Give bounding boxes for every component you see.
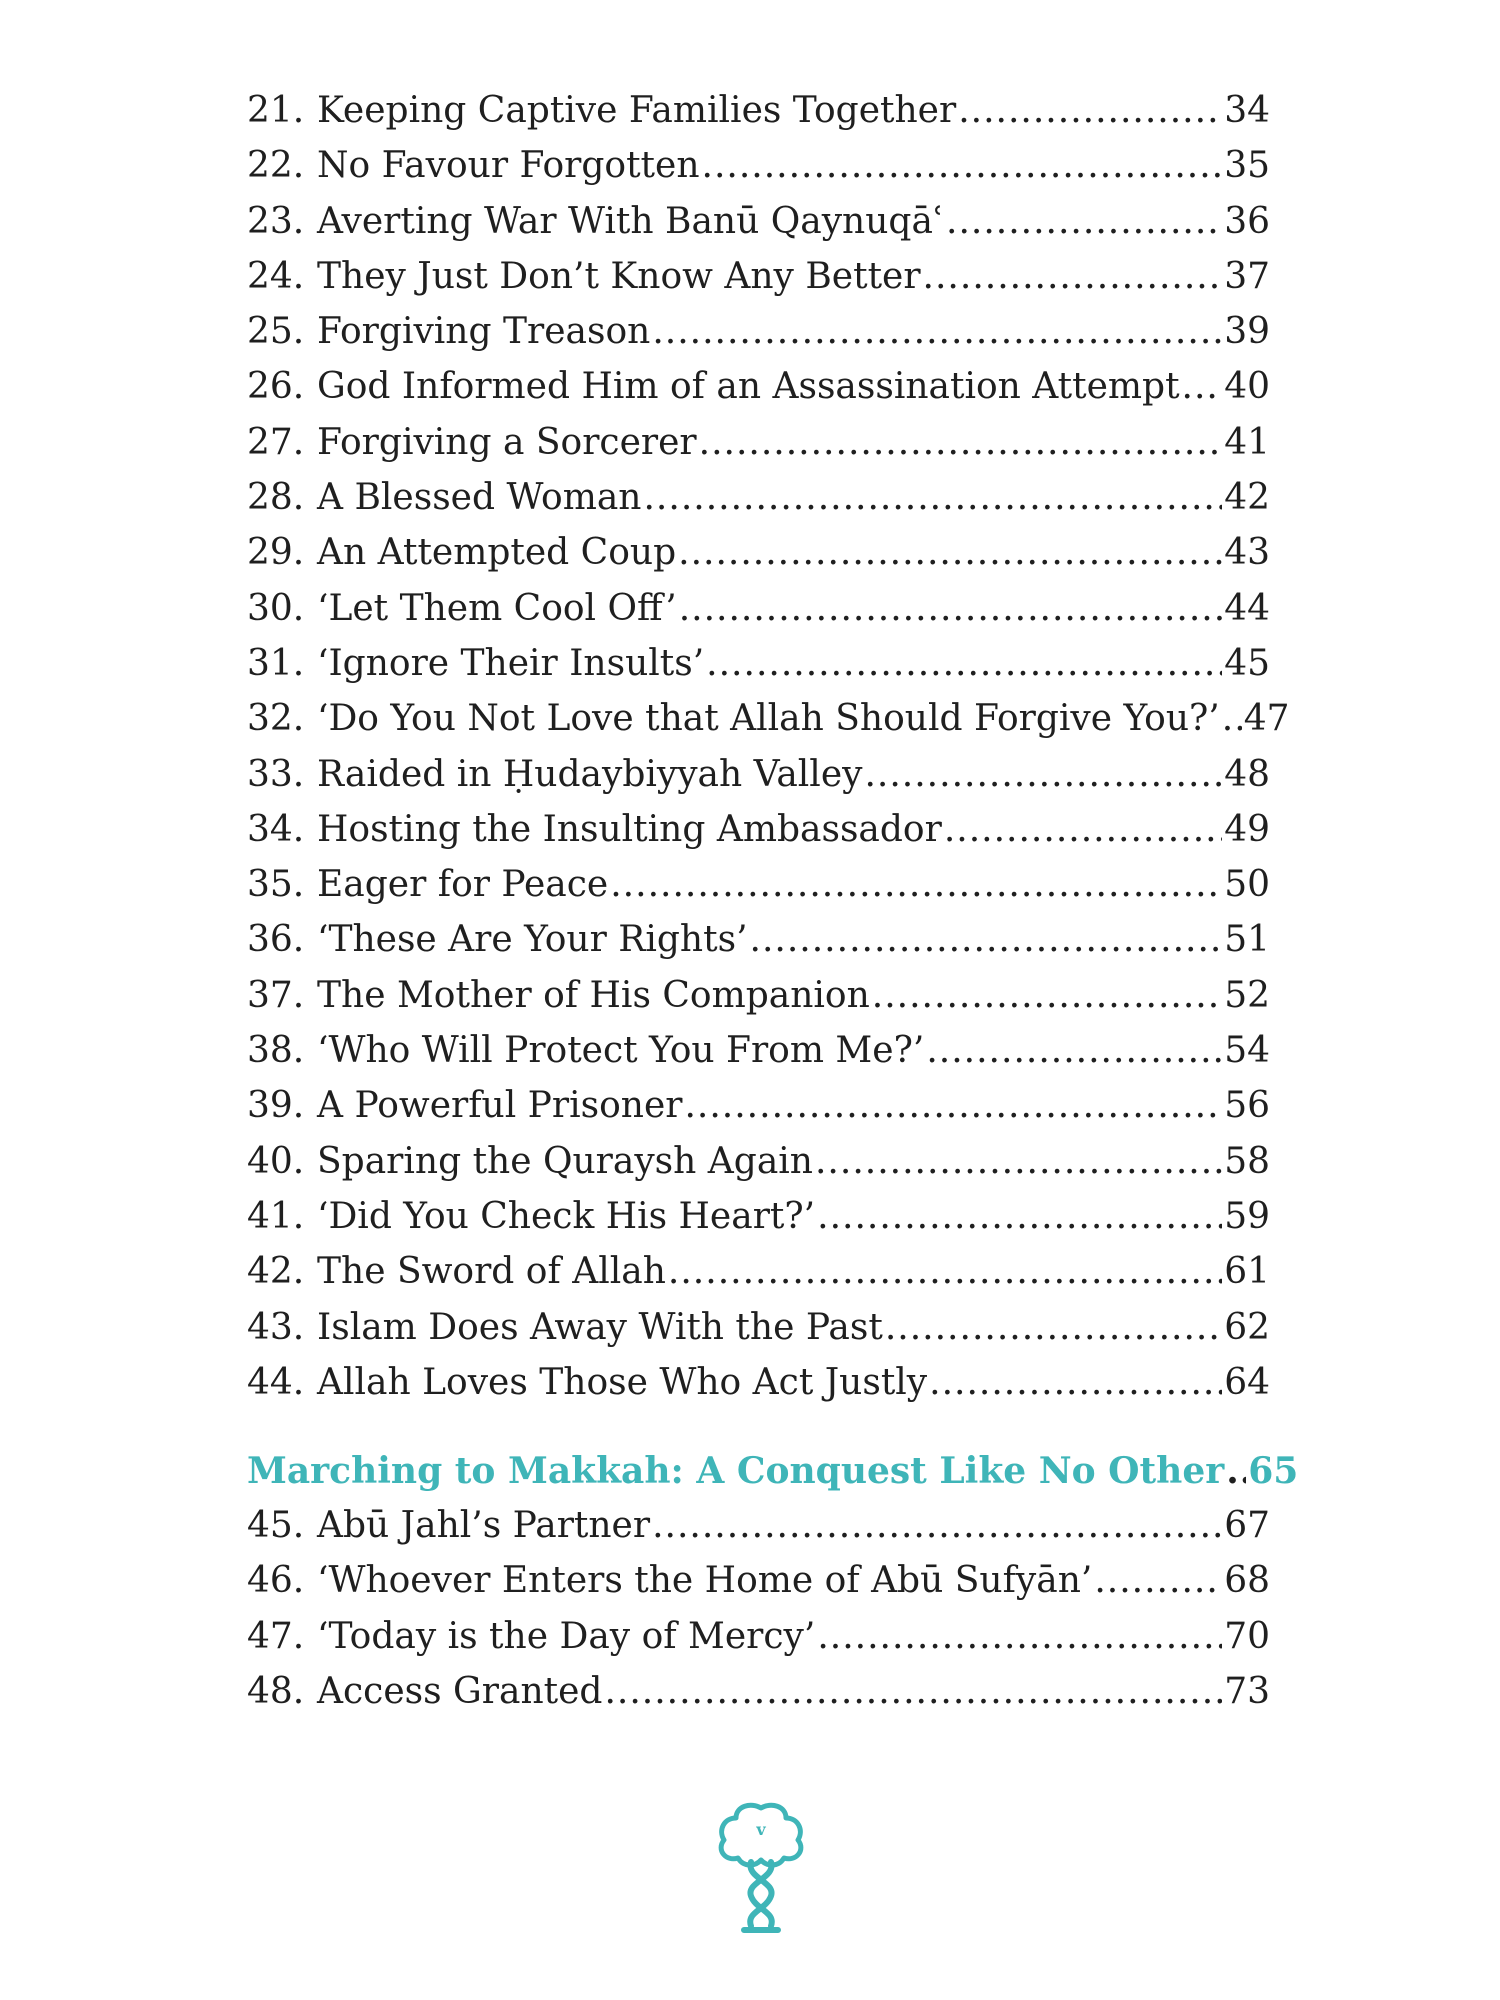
entry-number: 41.: [247, 1195, 305, 1237]
leader-dots: [702, 145, 1223, 186]
entry-number: 29.: [247, 532, 305, 574]
entry-number: 25.: [247, 311, 305, 353]
entry-page-number: 44: [1224, 587, 1270, 629]
entry-number: 37.: [247, 974, 305, 1016]
toc-entry[interactable]: [247, 1251, 1270, 1306]
entry-number: 24.: [247, 255, 305, 297]
entry-title: Access Granted: [317, 1671, 603, 1713]
entry-number: 40.: [247, 1140, 305, 1182]
leader-dots: [872, 975, 1222, 1016]
entry-number: 28.: [247, 477, 305, 519]
entry-page-number: 37: [1224, 255, 1270, 297]
entry-title: The Sword of Allah: [317, 1251, 666, 1293]
entry-page-number: 43: [1224, 532, 1270, 574]
entry-title: Forgiving a Sorcerer: [317, 421, 697, 463]
entry-page-number: 70: [1224, 1615, 1270, 1657]
entry-title: ‘Who Will Protect You From Me?’: [317, 1030, 925, 1072]
leader-dots: [652, 311, 1222, 352]
entry-title: An Attempted Coup: [317, 532, 677, 574]
entry-number: 39.: [247, 1085, 305, 1127]
entry-page-number: 68: [1224, 1560, 1270, 1602]
entry-title: ‘Today is the Day of Mercy’: [317, 1615, 816, 1657]
entry-title: Islam Does Away With the Past: [317, 1306, 883, 1348]
entry-page-number: 67: [1224, 1505, 1270, 1547]
leader-dots: [815, 1141, 1222, 1182]
entry-number: 32.: [247, 698, 305, 740]
toc-entry[interactable]: [247, 1030, 1270, 1085]
entry-page-number: 48: [1224, 753, 1270, 795]
leader-dots: [1222, 698, 1242, 739]
entry-page-number: 50: [1224, 864, 1270, 906]
leader-dots: [958, 90, 1222, 131]
entry-page-number: 35: [1224, 145, 1270, 187]
leader-dots: [668, 1251, 1222, 1292]
toc-entry[interactable]: [247, 1560, 1270, 1615]
leader-dots: [923, 256, 1223, 297]
entry-title: Raided in Ḥudaybiyyah Valley: [317, 753, 863, 795]
toc-entry[interactable]: [247, 1141, 1270, 1196]
leader-dots: [604, 1671, 1222, 1712]
entry-title: Forgiving Treason: [317, 311, 651, 353]
table-of-contents: [247, 90, 1299, 1726]
entry-page-number: 62: [1224, 1306, 1270, 1348]
entry-title: A Blessed Woman: [317, 477, 642, 519]
toc-entry[interactable]: [247, 864, 1270, 919]
entry-number: 36.: [247, 919, 305, 961]
entry-title: Eager for Peace: [317, 864, 609, 906]
toc-entry[interactable]: [247, 919, 1270, 974]
entry-number: 47.: [247, 1615, 305, 1657]
entry-page-number: 51: [1224, 919, 1270, 961]
entry-page-number: 56: [1224, 1085, 1270, 1127]
leader-dots: [817, 1196, 1222, 1237]
entry-page-number: 58: [1224, 1140, 1270, 1182]
entry-title: ‘Let Them Cool Off’: [317, 587, 677, 629]
entry-page-number: 61: [1224, 1251, 1270, 1293]
entry-number: 31.: [247, 642, 305, 684]
entry-title: Keeping Captive Families Together: [317, 90, 957, 131]
leader-dots: [679, 588, 1223, 629]
toc-entry[interactable]: [247, 1085, 1270, 1140]
toc-entry[interactable]: [247, 588, 1270, 643]
toc-group-before-section: [247, 90, 1290, 1417]
toc-section-heading[interactable]: [247, 1450, 1299, 1505]
entry-number: 33.: [247, 753, 305, 795]
entry-number: 34.: [247, 808, 305, 850]
toc-entry[interactable]: [247, 1616, 1270, 1671]
toc-entry[interactable]: [247, 256, 1270, 311]
toc-entry[interactable]: [247, 643, 1270, 698]
toc-entry[interactable]: [247, 975, 1270, 1030]
leader-dots: [643, 477, 1222, 518]
entry-title: They Just Don’t Know Any Better: [317, 255, 921, 297]
toc-entry[interactable]: [247, 1505, 1270, 1560]
toc-entry[interactable]: [247, 1307, 1270, 1362]
toc-entry[interactable]: [247, 809, 1270, 864]
entry-page-number: 40: [1224, 366, 1270, 408]
entry-number: 48.: [247, 1671, 305, 1713]
entry-number: 44.: [247, 1361, 305, 1403]
leader-dots: [926, 1030, 1222, 1071]
entry-page-number: 59: [1224, 1195, 1270, 1237]
page-folio: v: [756, 1820, 766, 1839]
leader-dots: [684, 1085, 1222, 1126]
toc-entry[interactable]: [247, 1671, 1270, 1726]
toc-entry[interactable]: [247, 422, 1270, 477]
leader-dots: [678, 532, 1222, 573]
toc-entry[interactable]: [247, 532, 1270, 587]
toc-entry[interactable]: [247, 698, 1290, 753]
entry-number: 46.: [247, 1560, 305, 1602]
entry-page-number: 54: [1224, 1030, 1270, 1072]
toc-entry[interactable]: [247, 1196, 1270, 1251]
entry-title: ‘Do You Not Love that Allah Should Forgive You?’: [317, 698, 1220, 740]
leader-dots: [706, 643, 1222, 684]
entry-page-number: 45: [1224, 642, 1270, 684]
toc-entry[interactable]: [247, 477, 1270, 532]
entry-number: 45.: [247, 1505, 305, 1547]
leader-dots: [946, 201, 1222, 242]
entry-title: God Informed Him of an Assassination Attempt: [317, 366, 1180, 408]
entry-title: The Mother of His Companion: [317, 974, 870, 1016]
entry-title: Hosting the Insulting Ambassador: [317, 808, 942, 850]
entry-title: Sparing the Quraysh Again: [317, 1140, 813, 1182]
leader-dots: [1182, 366, 1223, 407]
entry-title: ‘Whoever Enters the Home of Abū Sufyān’: [317, 1560, 1093, 1602]
entry-number: 22.: [247, 145, 305, 187]
entry-page-number: 36: [1224, 200, 1270, 242]
entry-title: ‘Ignore Their Insults’: [317, 642, 705, 684]
section-title: Marching to Makkah: A Conquest Like No Other: [247, 1450, 1225, 1493]
entry-title: Allah Loves Those Who Act Justly: [317, 1361, 928, 1403]
entry-number: 27.: [247, 421, 305, 463]
entry-number: 38.: [247, 1030, 305, 1072]
entry-number: 30.: [247, 587, 305, 629]
toc-group-after-section: [247, 1505, 1270, 1726]
entry-title: Abū Jahl’s Partner: [317, 1505, 651, 1547]
entry-page-number: 34: [1224, 90, 1270, 131]
entry-number: 26.: [247, 366, 305, 408]
toc-entry[interactable]: [247, 145, 1270, 200]
entry-title: Averting War With Banū Qaynuqāʿ: [317, 200, 944, 242]
entry-number: 42.: [247, 1251, 305, 1293]
entry-page-number: 41: [1224, 421, 1270, 463]
leader-dots: [817, 1616, 1222, 1657]
entry-number: 43.: [247, 1306, 305, 1348]
entry-page-number: 47: [1243, 698, 1290, 740]
toc-entry[interactable]: [247, 366, 1270, 421]
toc-entry[interactable]: [247, 311, 1270, 366]
leader-dots: [1094, 1560, 1222, 1601]
entry-page-number: 49: [1224, 808, 1270, 850]
toc-entry[interactable]: [247, 1362, 1270, 1417]
leader-dots: [1226, 1450, 1246, 1492]
entry-title: A Powerful Prisoner: [317, 1085, 683, 1127]
entry-title: No Favour Forgotten: [317, 145, 700, 187]
entry-page-number: 64: [1224, 1361, 1270, 1403]
section-page-number: 65: [1248, 1450, 1299, 1493]
entry-page-number: 52: [1224, 974, 1270, 1016]
entry-title: ‘Did You Check His Heart?’: [317, 1195, 816, 1237]
entry-page-number: 42: [1224, 477, 1270, 519]
toc-entry[interactable]: [247, 90, 1270, 145]
leader-dots: [944, 809, 1222, 850]
leader-dots: [885, 1307, 1222, 1348]
leader-dots: [864, 754, 1222, 795]
leader-dots: [699, 422, 1223, 463]
leader-dots: [610, 864, 1222, 905]
entry-number: 35.: [247, 864, 305, 906]
entry-title: ‘These Are Your Rights’: [317, 919, 748, 961]
toc-entry[interactable]: [247, 201, 1270, 256]
leader-dots: [750, 919, 1223, 960]
leader-dots: [652, 1505, 1222, 1546]
leader-dots: [929, 1362, 1222, 1403]
entry-number: 23.: [247, 200, 305, 242]
entry-page-number: 39: [1224, 311, 1270, 353]
entry-page-number: 73: [1224, 1671, 1270, 1713]
entry-number: 21.: [247, 90, 305, 131]
toc-entry[interactable]: [247, 754, 1270, 809]
